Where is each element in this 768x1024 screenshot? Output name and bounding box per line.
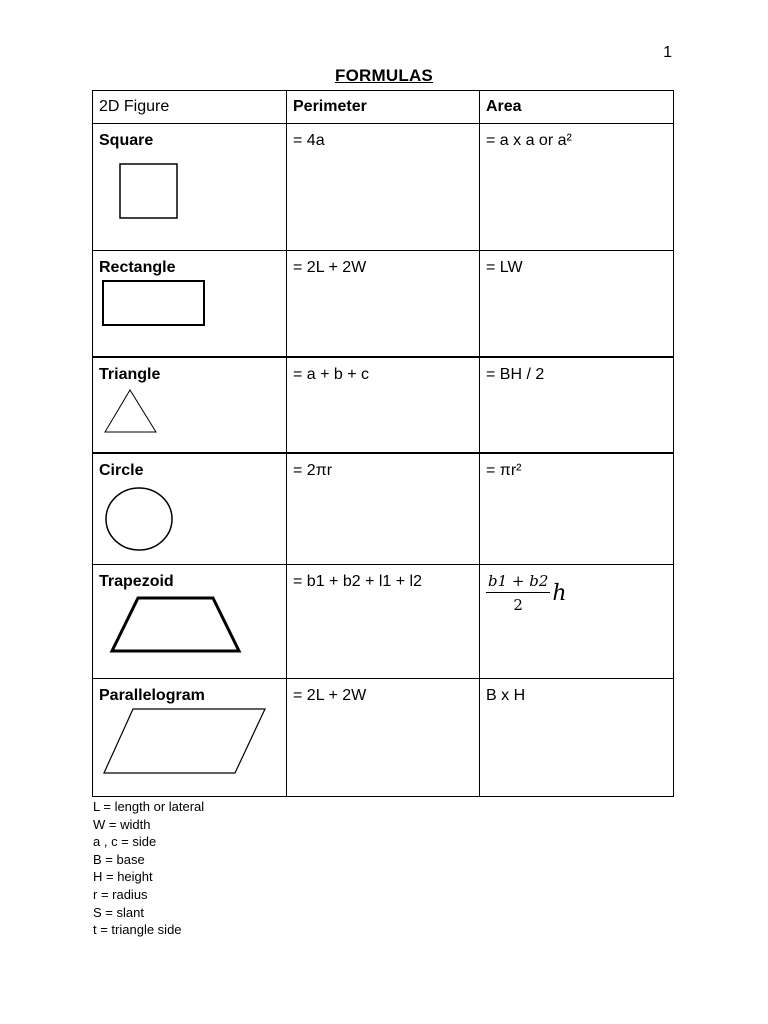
area-cell: B x H [480,679,674,797]
rectangle-shape [99,279,279,329]
figure-name: Parallelogram [99,687,205,704]
table-row-triangle [93,357,674,453]
perimeter-cell: = 4a [287,124,480,251]
document-title: FORMULAS [335,66,433,85]
table-row-circle [93,453,674,565]
figure-cell [93,357,287,453]
perimeter-cell: = 2πr [287,453,480,565]
table-row-rectangle [93,251,674,357]
legend-item: L = length or lateral [93,799,205,814]
perimeter-cell: = a + b + c [287,357,480,453]
area-cell [480,565,674,679]
variable-legend [93,798,204,939]
figure-cell [93,453,287,565]
square-shape [99,156,279,226]
formulas-table [92,90,674,797]
fraction-factor: h [552,580,567,606]
page-number: 1 [663,44,672,61]
figure-name: Trapezoid [99,573,174,590]
figure-name: Rectangle [99,259,176,276]
triangle-shape [99,388,279,438]
legend-item: B = base [93,851,145,867]
figure-name: Triangle [99,365,161,383]
table-row-square [93,124,674,251]
figure-name: Square [99,132,154,149]
perimeter-cell: = 2L + 2W [287,679,480,797]
trapezoid-area-formula [486,572,567,614]
legend-item: r = radius [93,886,148,902]
area-cell: = πr² [480,453,674,565]
legend-item: t = triangle side [93,922,182,938]
parallelogram-shape [99,707,279,779]
legend-item: S = slant [93,904,144,920]
legend-item: a , c = side [93,834,157,850]
figure-name: Circle [99,461,144,479]
legend-item: H = height [93,869,153,885]
table-header-row [93,91,674,124]
figure-cell [93,679,287,797]
fraction-numerator: b1 + b2 [486,572,550,593]
header-perimeter: Perimeter [287,91,480,124]
area-cell: = a x a or a² [480,124,674,251]
header-2d-figure: 2D Figure [93,91,287,124]
circle-shape [99,484,279,556]
trapezoid-shape [99,595,279,657]
figure-cell [93,565,287,679]
header-area: Area [480,91,674,124]
area-cell: = LW [480,251,674,357]
figure-cell [93,251,287,357]
table-row-parallelogram [93,679,674,797]
table-row-trapezoid [93,565,674,679]
perimeter-cell: = b1 + b2 + l1 + l2 [287,565,480,679]
figure-cell [93,124,287,251]
legend-item: W = width [93,816,151,832]
perimeter-cell: = 2L + 2W [287,251,480,357]
area-cell: = BH / 2 [480,357,674,453]
fraction-denominator: 2 [513,596,523,614]
